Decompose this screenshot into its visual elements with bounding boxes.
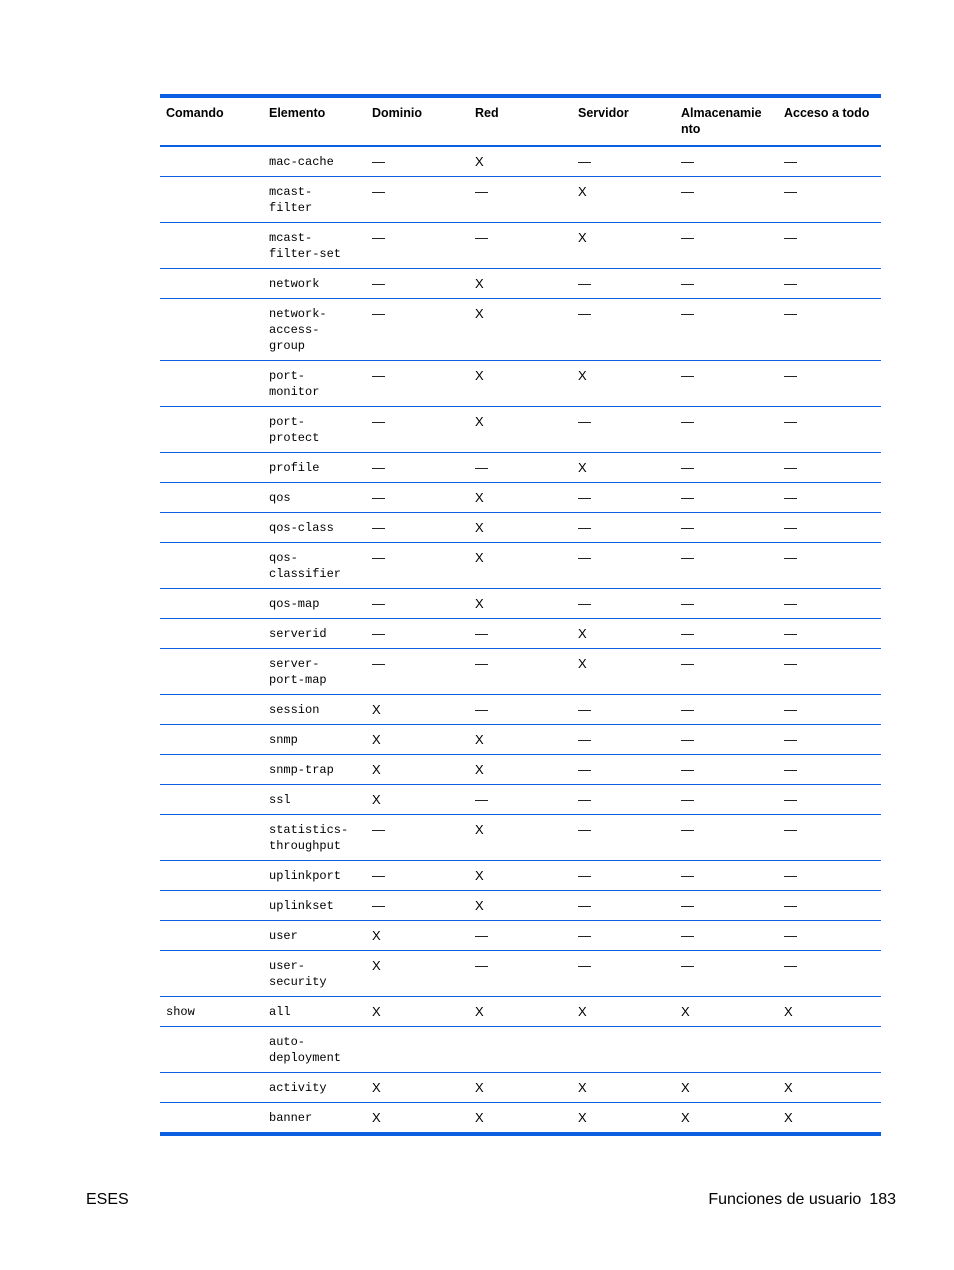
cell-acceso-a-todo: —: [784, 154, 797, 169]
cell-comando: [160, 861, 263, 891]
cell-elemento: qos: [263, 483, 366, 513]
cell-acceso-a-todo: —: [778, 815, 881, 861]
cell-comando: [160, 543, 263, 589]
cell-dominio: —: [366, 453, 469, 483]
cell-dominio: —: [366, 177, 469, 223]
cell-comando: [160, 223, 263, 269]
cell-comando: [160, 951, 263, 997]
table-row: [160, 1073, 881, 1103]
cell-elemento: ssl: [263, 785, 366, 815]
cell-dominio: —: [366, 619, 469, 649]
cell-red: X: [469, 407, 572, 453]
cell-acceso-a-todo: —: [778, 513, 881, 543]
cell-dominio: —: [366, 483, 469, 513]
cell-comando: show: [160, 997, 263, 1027]
cell-comando: [160, 453, 263, 483]
cell-comando: [160, 177, 263, 223]
table-row: [160, 269, 881, 299]
cell-servidor: —: [572, 891, 675, 921]
cell-red: —: [469, 453, 572, 483]
cell-comando: [160, 361, 263, 407]
cell-almacenamiento: —: [675, 513, 778, 543]
cell-almacenamiento: —: [675, 891, 778, 921]
cell-red: X: [469, 543, 572, 589]
cell-servidor: [572, 1027, 675, 1073]
cell-elemento: port- monitor: [263, 361, 366, 407]
header-elemento: Elemento: [263, 98, 366, 146]
cell-red: X: [469, 589, 572, 619]
cell-acceso-a-todo: [778, 1027, 881, 1073]
cell-almacenamiento: —: [675, 755, 778, 785]
table-row: [160, 407, 881, 453]
cell-dominio: —: [366, 269, 469, 299]
table-row: [160, 891, 881, 921]
cell-dominio: X: [366, 695, 469, 725]
cell-dominio: X: [366, 921, 469, 951]
cell-dominio: —: [366, 815, 469, 861]
cell-red: X: [469, 755, 572, 785]
cell-red: —: [469, 951, 572, 997]
cell-red: X: [469, 299, 572, 361]
cell-red: [469, 1027, 572, 1073]
cell-comando: [160, 619, 263, 649]
header-dominio: Dominio: [366, 98, 469, 146]
header-servidor: Servidor: [572, 98, 675, 146]
table-row: [160, 1027, 881, 1073]
cell-acceso-a-todo: —: [778, 407, 881, 453]
table-row: [160, 951, 881, 997]
cell-acceso-a-todo: X: [778, 1103, 881, 1133]
table-body: [160, 146, 881, 1132]
cell-elemento: port- protect: [263, 407, 366, 453]
header-comando: Comando: [160, 98, 263, 146]
cell-acceso-a-todo: —: [778, 785, 881, 815]
cell-almacenamiento: —: [675, 695, 778, 725]
cell-dominio: [366, 1027, 469, 1073]
cell-acceso-a-todo: —: [778, 589, 881, 619]
cell-dominio: —: [366, 861, 469, 891]
table-row: [160, 543, 881, 589]
cell-servidor: —: [572, 513, 675, 543]
header-acceso-a-todo: Acceso a todo: [778, 98, 881, 146]
table-row: [160, 695, 881, 725]
cell-almacenamiento: —: [675, 649, 778, 695]
cell-dominio: X: [366, 997, 469, 1027]
cell-almacenamiento: —: [675, 269, 778, 299]
cell-red: X: [469, 861, 572, 891]
cell-almacenamiento: X: [675, 1103, 778, 1133]
cell-almacenamiento: —: [675, 453, 778, 483]
footer-language-code: ESES: [86, 1191, 129, 1208]
cell-dominio: —: [366, 543, 469, 589]
table-row: [160, 861, 881, 891]
header-almacenamiento: Almacenamie nto: [675, 98, 778, 146]
cell-servidor: X: [572, 649, 675, 695]
cell-almacenamiento: —: [675, 861, 778, 891]
cell-almacenamiento: —: [675, 951, 778, 997]
cell-servidor: X: [572, 223, 675, 269]
cell-elemento: banner: [263, 1103, 366, 1133]
cell-acceso-a-todo: X: [778, 997, 881, 1027]
table-row: [160, 453, 881, 483]
cell-red: —: [469, 785, 572, 815]
table-row: [160, 755, 881, 785]
cell-almacenamiento: —: [675, 407, 778, 453]
cell-dominio: X: [366, 1103, 469, 1133]
cell-servidor: —: [572, 407, 675, 453]
cell-comando: [160, 1027, 263, 1073]
cell-elemento: mac-cache: [269, 155, 334, 169]
cell-elemento: network- access- group: [263, 299, 366, 361]
cell-servidor: X: [572, 997, 675, 1027]
cell-red: X: [469, 1073, 572, 1103]
cell-acceso-a-todo: —: [778, 177, 881, 223]
cell-elemento: all: [263, 997, 366, 1027]
cell-almacenamiento: —: [675, 543, 778, 589]
cell-servidor: —: [572, 755, 675, 785]
cell-comando: [160, 1103, 263, 1133]
cell-servidor: X: [572, 1073, 675, 1103]
cell-acceso-a-todo: —: [778, 483, 881, 513]
cell-red: X: [469, 725, 572, 755]
cell-elemento: qos-map: [263, 589, 366, 619]
table-row: [160, 725, 881, 755]
cell-comando: [160, 785, 263, 815]
table-row: [160, 997, 881, 1027]
cell-servidor: —: [572, 861, 675, 891]
cell-red: —: [469, 695, 572, 725]
cell-servidor: —: [572, 951, 675, 997]
cell-almacenamiento: —: [675, 589, 778, 619]
cell-elemento: session: [263, 695, 366, 725]
table-row: [160, 483, 881, 513]
cell-acceso-a-todo: —: [778, 453, 881, 483]
permissions-table-container: [160, 94, 881, 1136]
header-red: Red: [469, 98, 572, 146]
cell-dominio: —: [366, 407, 469, 453]
cell-elemento: auto- deployment: [263, 1027, 366, 1073]
cell-servidor: —: [572, 543, 675, 589]
cell-dominio: X: [366, 1073, 469, 1103]
cell-comando: [160, 725, 263, 755]
cell-elemento: serverid: [263, 619, 366, 649]
table-row: [160, 513, 881, 543]
cell-servidor: X: [572, 1103, 675, 1133]
cell-elemento: qos-class: [263, 513, 366, 543]
table-row: [160, 649, 881, 695]
cell-red: X: [469, 361, 572, 407]
cell-elemento: uplinkport: [263, 861, 366, 891]
cell-acceso-a-todo: —: [778, 299, 881, 361]
cell-red: X: [469, 997, 572, 1027]
cell-comando: [160, 921, 263, 951]
table-row: [160, 619, 881, 649]
cell-dominio: X: [366, 755, 469, 785]
cell-dominio: X: [366, 785, 469, 815]
table-row: [160, 299, 881, 361]
footer-page-info: [708, 1191, 896, 1209]
cell-red: —: [469, 223, 572, 269]
cell-red: X: [469, 269, 572, 299]
cell-elemento: user: [263, 921, 366, 951]
cell-dominio: —: [366, 513, 469, 543]
cell-comando: [160, 589, 263, 619]
cell-acceso-a-todo: —: [778, 695, 881, 725]
cell-almacenamiento: —: [675, 483, 778, 513]
cell-red: X: [475, 154, 484, 169]
cell-servidor: —: [572, 695, 675, 725]
cell-almacenamiento: —: [675, 785, 778, 815]
cell-red: —: [469, 177, 572, 223]
cell-comando: [160, 695, 263, 725]
table-row: [160, 815, 881, 861]
cell-dominio: —: [366, 649, 469, 695]
cell-comando: [160, 891, 263, 921]
cell-elemento: activity: [263, 1073, 366, 1103]
cell-almacenamiento: X: [675, 1073, 778, 1103]
table-row: [160, 223, 881, 269]
cell-acceso-a-todo: —: [778, 861, 881, 891]
cell-almacenamiento: —: [675, 299, 778, 361]
cell-dominio: —: [366, 361, 469, 407]
cell-dominio: —: [372, 154, 385, 169]
table-row: [160, 177, 881, 223]
cell-servidor: —: [572, 785, 675, 815]
cell-acceso-a-todo: —: [778, 725, 881, 755]
cell-servidor: —: [572, 725, 675, 755]
cell-comando: [160, 755, 263, 785]
table-header-row: [160, 98, 881, 146]
cell-elemento: profile: [263, 453, 366, 483]
cell-red: X: [469, 1103, 572, 1133]
cell-acceso-a-todo: —: [778, 891, 881, 921]
cell-dominio: —: [366, 299, 469, 361]
cell-almacenamiento: —: [675, 619, 778, 649]
cell-elemento: mcast- filter-set: [263, 223, 366, 269]
cell-acceso-a-todo: X: [778, 1073, 881, 1103]
cell-servidor: —: [578, 154, 591, 169]
cell-comando: [160, 483, 263, 513]
cell-comando: [160, 513, 263, 543]
cell-servidor: —: [572, 815, 675, 861]
cell-servidor: X: [572, 619, 675, 649]
cell-almacenamiento: —: [681, 154, 694, 169]
cell-acceso-a-todo: —: [778, 619, 881, 649]
cell-elemento: user- security: [263, 951, 366, 997]
table-row: [160, 785, 881, 815]
cell-acceso-a-todo: —: [778, 223, 881, 269]
cell-elemento: server- port-map: [263, 649, 366, 695]
cell-almacenamiento: —: [675, 177, 778, 223]
footer-section-title: Funciones de usuario: [708, 1191, 862, 1208]
cell-elemento: snmp: [263, 725, 366, 755]
cell-dominio: —: [366, 223, 469, 269]
cell-servidor: X: [572, 453, 675, 483]
table-row: [160, 589, 881, 619]
cell-elemento: statistics- throughput: [263, 815, 366, 861]
cell-red: X: [469, 513, 572, 543]
cell-comando: [160, 649, 263, 695]
cell-almacenamiento: —: [675, 921, 778, 951]
cell-comando: [160, 1073, 263, 1103]
cell-elemento: uplinkset: [263, 891, 366, 921]
cell-acceso-a-todo: —: [778, 755, 881, 785]
cell-servidor: —: [572, 269, 675, 299]
cell-servidor: —: [572, 589, 675, 619]
cell-comando: [160, 299, 263, 361]
cell-almacenamiento: —: [675, 361, 778, 407]
cell-servidor: —: [572, 299, 675, 361]
cell-dominio: X: [366, 951, 469, 997]
cell-elemento: network: [263, 269, 366, 299]
cell-almacenamiento: —: [675, 223, 778, 269]
table-row: [160, 921, 881, 951]
cell-almacenamiento: [675, 1027, 778, 1073]
cell-servidor: X: [572, 361, 675, 407]
permissions-table: [160, 98, 881, 1132]
table-row: [160, 146, 881, 177]
cell-comando: [160, 407, 263, 453]
cell-servidor: —: [572, 483, 675, 513]
cell-comando: [160, 146, 263, 177]
cell-almacenamiento: X: [675, 997, 778, 1027]
cell-almacenamiento: —: [675, 815, 778, 861]
cell-red: —: [469, 921, 572, 951]
cell-acceso-a-todo: —: [778, 361, 881, 407]
cell-acceso-a-todo: —: [778, 921, 881, 951]
cell-acceso-a-todo: —: [778, 951, 881, 997]
cell-dominio: —: [366, 891, 469, 921]
cell-elemento: mcast- filter: [263, 177, 366, 223]
cell-almacenamiento: —: [675, 725, 778, 755]
cell-acceso-a-todo: —: [778, 543, 881, 589]
table-row: [160, 1103, 881, 1133]
cell-dominio: —: [366, 589, 469, 619]
cell-servidor: X: [572, 177, 675, 223]
cell-acceso-a-todo: —: [778, 649, 881, 695]
cell-elemento: snmp-trap: [263, 755, 366, 785]
cell-elemento: qos- classifier: [263, 543, 366, 589]
cell-comando: [160, 815, 263, 861]
cell-comando: [160, 269, 263, 299]
cell-red: X: [469, 815, 572, 861]
cell-red: X: [469, 483, 572, 513]
cell-red: —: [469, 649, 572, 695]
cell-dominio: X: [366, 725, 469, 755]
cell-acceso-a-todo: —: [778, 269, 881, 299]
cell-red: X: [469, 891, 572, 921]
page-number: 183: [869, 1191, 896, 1208]
cell-servidor: —: [572, 921, 675, 951]
cell-red: —: [469, 619, 572, 649]
table-row: [160, 361, 881, 407]
